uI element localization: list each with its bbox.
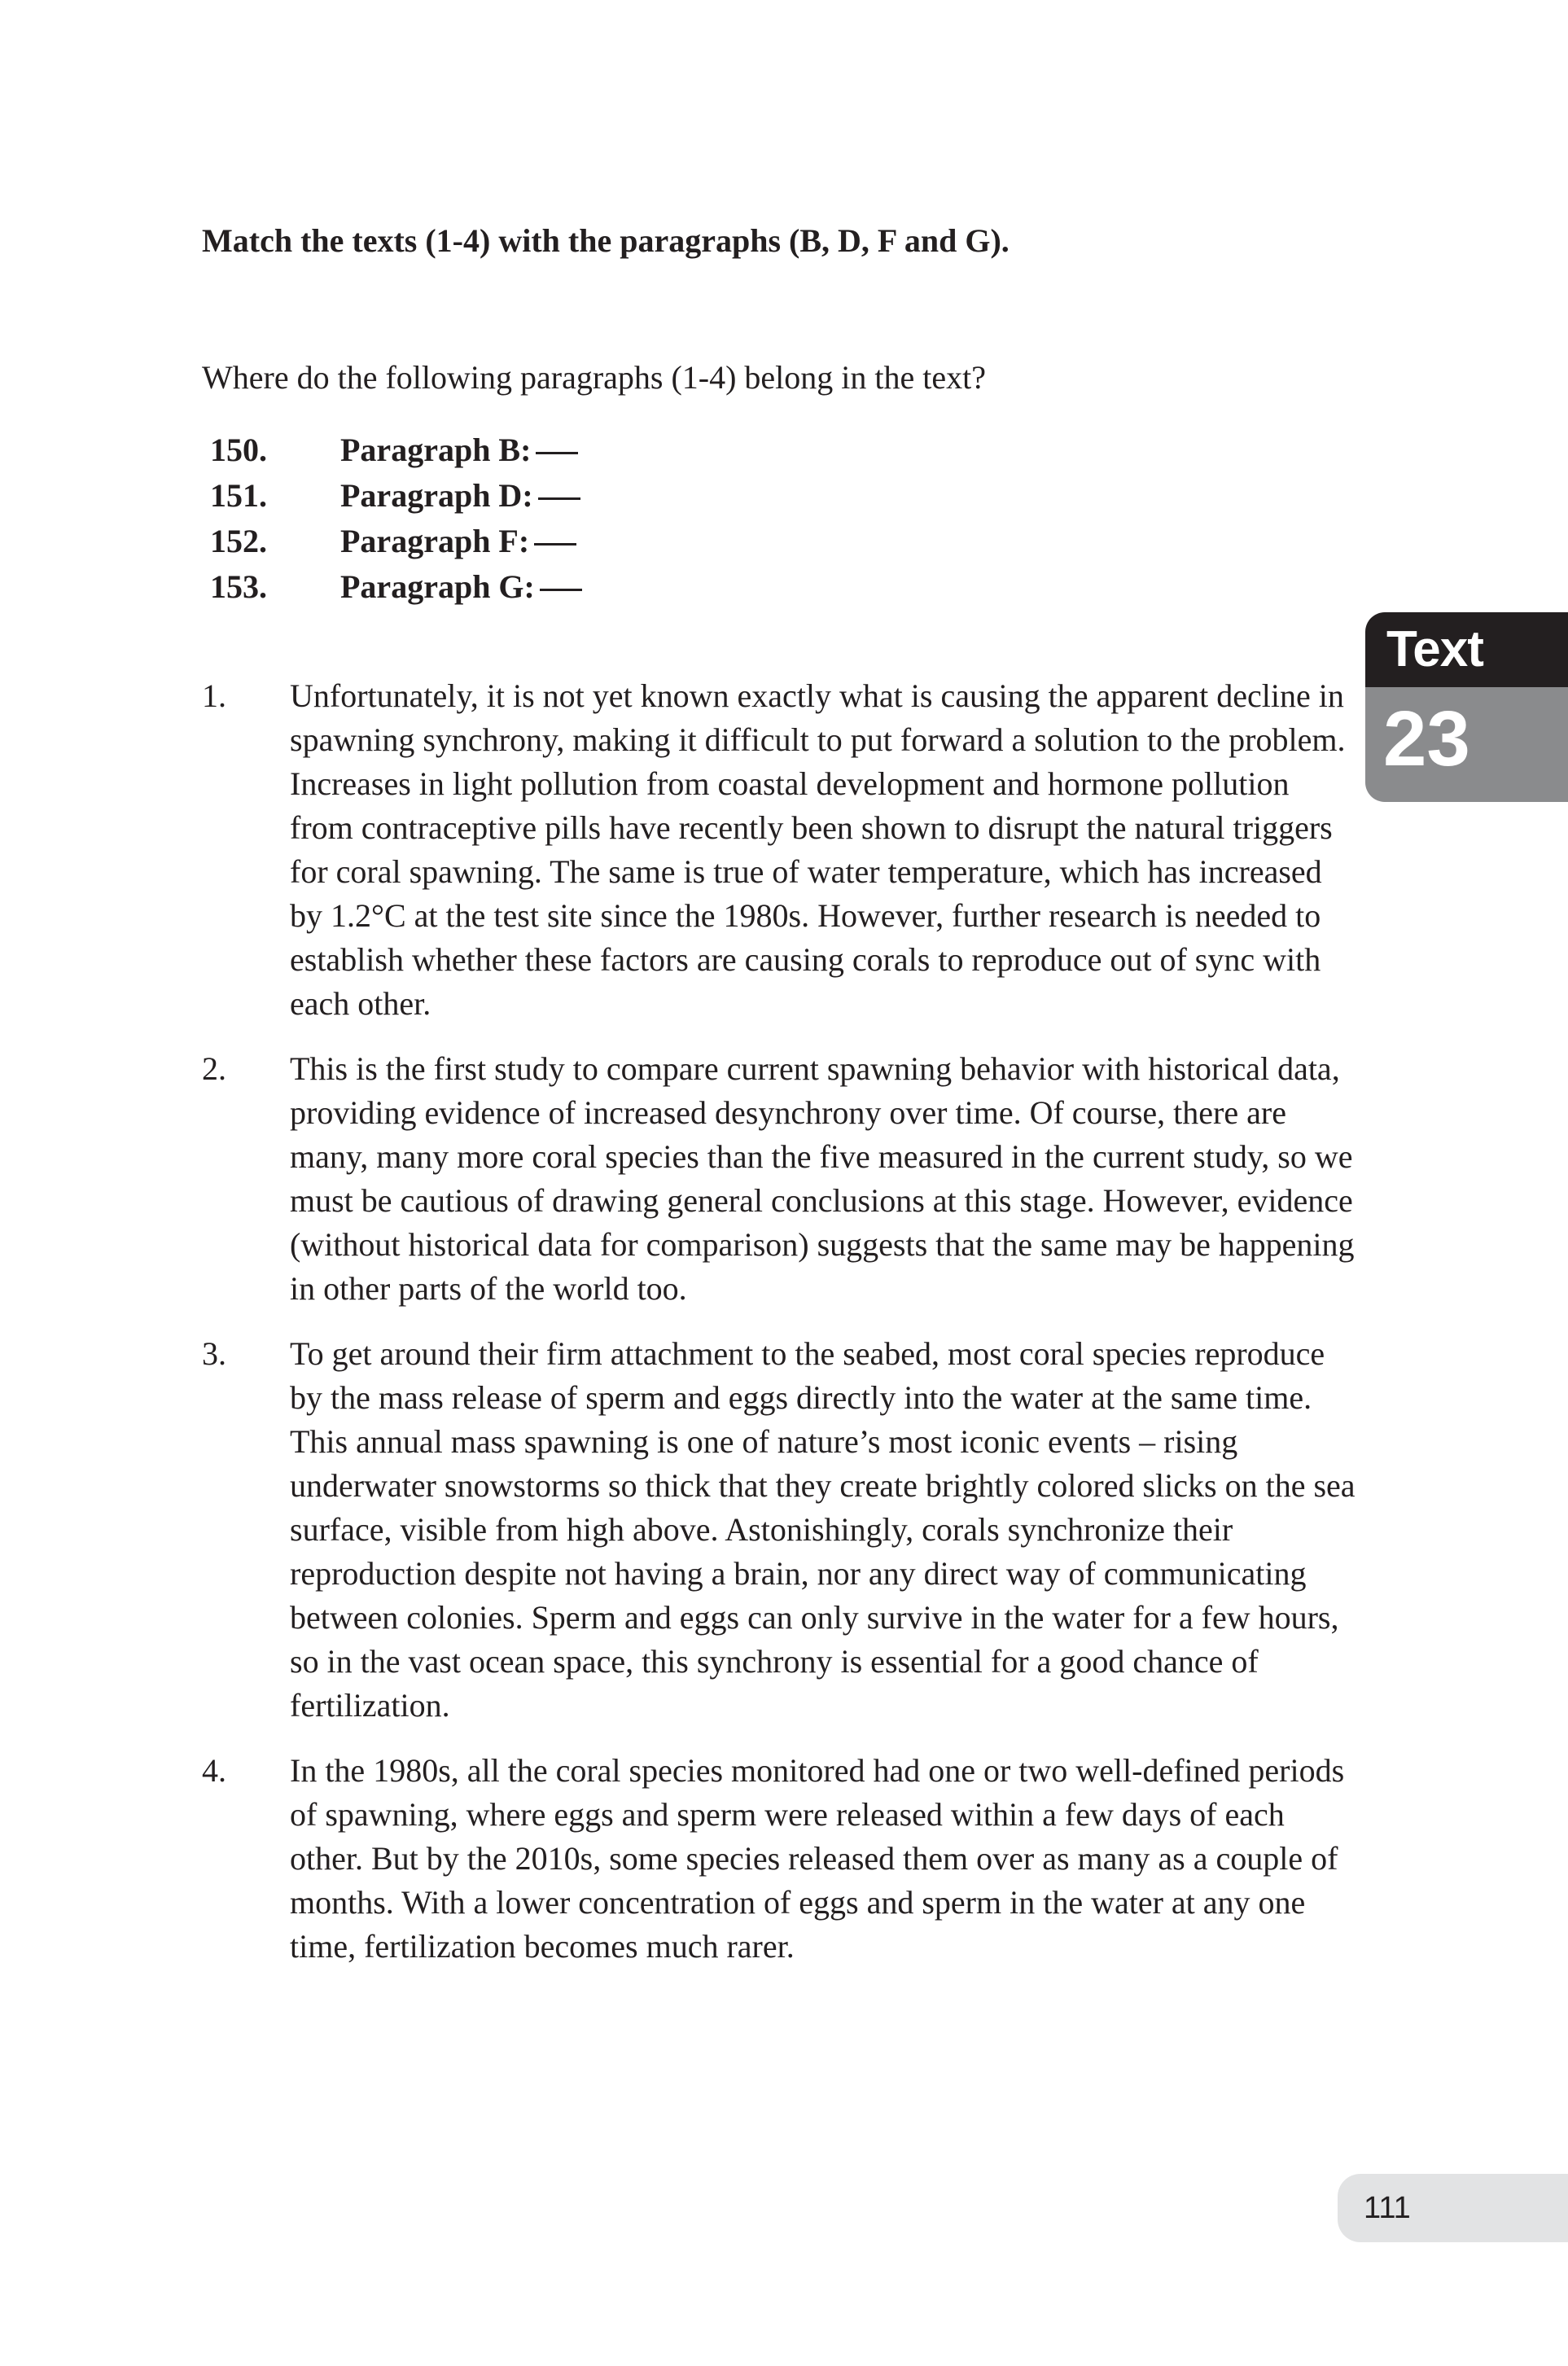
paragraph-text: Unfortunately, it is not yet known exactly what is causing the apparent decline in spawning synchrony, making it difficult to put forward a solution to the problem. Increases in light pollution from coastal development and hormone pollution from contraceptive pills have recently been shown to disrupt the natural triggers for coral spawning. The same is true of water temperature, which has increased by 1.2°C at the test site since the 1980s. However, further research is needed to establish whether these factors are causing corals to reproduce out of sync with each other. [290,677,1346,1022]
answer-item [210,427,582,473]
paragraph-list [202,674,1358,1990]
answer-item [210,519,582,564]
paragraph-text: This is the first study to compare current spawning behavior with historical data, providing evidence of increased desynchrony over time. Of course, there are many, many more coral species than the five measured in the current study, so we must be cautious of drawing general conclusions at this stage. However, evidence (without historical data for comparison) suggests that the same may be happening in other parts of the world too. [290,1050,1355,1307]
answer-blank[interactable] [540,564,582,591]
answer-label: Paragraph F: [340,523,530,559]
answer-number: 152. [210,523,267,559]
text-number-tab [1365,612,1568,802]
answer-item [210,473,582,519]
text-tab-label: Text [1365,612,1568,687]
answer-blank[interactable] [538,473,580,500]
answer-label: Paragraph G: [340,568,535,605]
answer-number: 150. [210,432,267,468]
answer-item [210,564,582,610]
paragraph-number: 4. [202,1752,226,1789]
answer-label: Paragraph D: [340,477,533,514]
instruction-heading: Match the texts (1-4) with the paragraphs (B, D, F and G). [202,222,1010,259]
paragraph-item [202,1047,1358,1311]
paragraph-number: 3. [202,1335,226,1372]
answer-blank[interactable] [536,427,578,454]
page-number-tab [1338,2174,1568,2242]
paragraph-number: 2. [202,1050,226,1087]
paragraph-text: To get around their firm attachment to the seabed, most coral species reproduce by the mass release of sperm and eggs directly into the water at the same time. This annual mass spawning is one of nature’s most iconic events – rising underwater snowstorms so thick that they create brightly colored slicks on the sea surface, visible from high above. Astonishingly, corals synchronize their reproduction despite not having a brain, nor any direct way of communicating between colonies. Sperm and eggs can only survive in the water for a few hours, so in the vast ocean space, this synchrony is essential for a good chance of fertilization. [290,1335,1356,1724]
answer-number: 153. [210,568,267,605]
answer-number: 151. [210,477,267,514]
answer-blank[interactable] [534,519,576,545]
paragraph-item [202,1332,1358,1728]
text-tab-number: 23 [1365,687,1568,802]
answer-list [210,427,582,610]
answer-label: Paragraph B: [340,432,532,468]
paragraph-number: 1. [202,677,226,714]
paragraph-text: In the 1980s, all the coral species monitored had one or two well-defined periods of spawning, where eggs and sperm were released within a few days of each other. But by the 2010s, some species released them over as many as a couple of months. With a lower concentration of eggs and sperm in the water at any one time, fertilization becomes much rarer. [290,1752,1345,1965]
paragraph-item [202,674,1358,1026]
question-prompt: Where do the following paragraphs (1-4) belong in the text? [202,359,987,396]
paragraph-item [202,1749,1358,1969]
page-number: 111 [1364,2191,1411,2225]
